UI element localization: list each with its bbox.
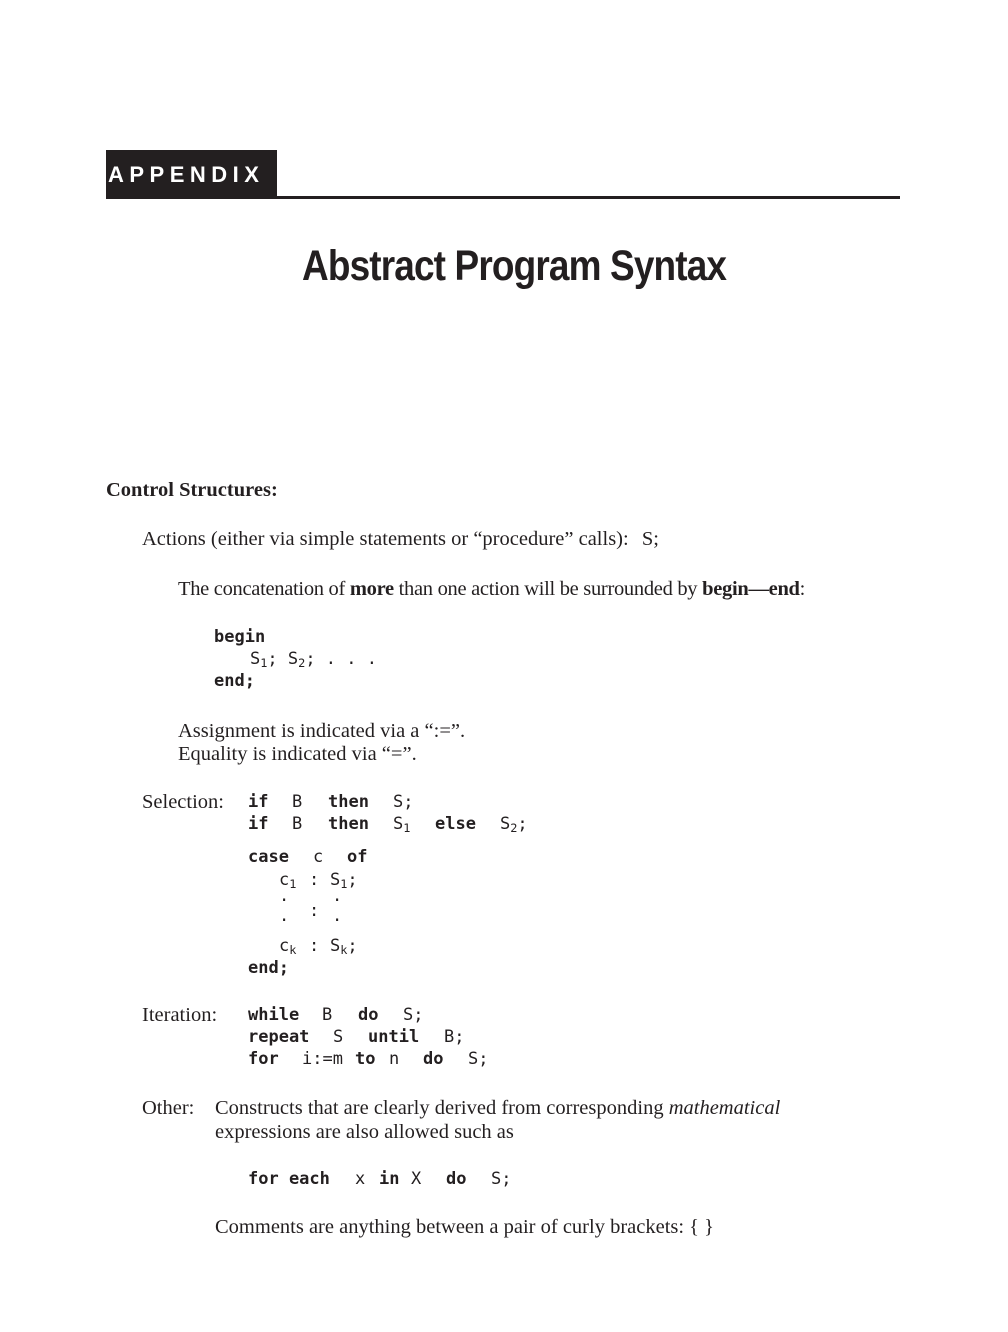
actions-code: S;	[641, 528, 659, 550]
foreach-do: do	[446, 1169, 467, 1189]
case-colon-mid: :	[309, 901, 320, 921]
case-dot-a1: .	[279, 886, 290, 906]
other-line-1	[215, 1096, 780, 1120]
foreach-stmt: S;	[491, 1169, 512, 1189]
while-stmt: S;	[403, 1005, 424, 1025]
case-colon-1: :	[309, 870, 320, 890]
for-stmt: S;	[468, 1049, 489, 1069]
concat-more: more	[349, 578, 394, 600]
case-colon-k: :	[309, 936, 320, 956]
block-sub1: 1	[260, 656, 268, 670]
case-c1-sub: 1	[289, 877, 297, 891]
if2-then: then	[328, 814, 369, 834]
actions-line	[142, 527, 659, 551]
case-dot-a2: .	[279, 906, 290, 926]
block-end: end;	[214, 671, 255, 691]
if2-s1: S	[393, 814, 404, 834]
case-of: of	[347, 847, 368, 867]
other-line-2: expressions are also allowed such as	[215, 1121, 514, 1143]
block-tail: ; . . .	[305, 649, 377, 669]
if2-stmt1	[393, 813, 410, 835]
appendix-label: APPENDIX B	[106, 150, 277, 199]
case-ck: c	[279, 936, 290, 956]
repeat-stmt: S	[333, 1027, 344, 1047]
case-ck-sub: k	[289, 943, 297, 957]
selection-label: Selection:	[142, 791, 224, 813]
if2-cond: B	[292, 814, 303, 834]
other-line-1-emph: mathematical	[668, 1097, 781, 1119]
repeat-kw: repeat	[248, 1027, 310, 1047]
case-kw: case	[248, 847, 289, 867]
case-s1-semi: ;	[347, 870, 358, 890]
if2-else: else	[435, 814, 476, 834]
case-dot-b2: .	[332, 906, 343, 926]
actions-text: Actions (either via simple statements or “procedure” calls):	[142, 528, 629, 550]
if2-semi: ;	[517, 814, 528, 834]
comments-text: Comments are anything between a pair of curly brackets: { }	[215, 1216, 714, 1238]
block-body	[250, 648, 377, 670]
header-rule	[277, 196, 900, 199]
while-kw: while	[248, 1005, 300, 1025]
case-s1: S	[330, 870, 341, 890]
until-kw: until	[368, 1027, 420, 1047]
while-cond: B	[322, 1005, 333, 1025]
case-label-k	[279, 935, 296, 957]
case-c1: c	[279, 870, 290, 890]
block-s1: S	[250, 649, 261, 669]
other-line-1-text: Constructs that are clearly derived from corresponding	[215, 1097, 664, 1119]
assignment-text: Assignment is indicated via a “:=”.	[178, 720, 466, 742]
if1-kw: if	[248, 792, 269, 812]
if2-s2: S	[500, 814, 511, 834]
section-heading: Control Structures:	[106, 479, 278, 501]
if2-kw: if	[248, 814, 269, 834]
for-limit: n	[389, 1049, 400, 1069]
foreach-in: in	[379, 1169, 400, 1189]
foreach-set: X	[411, 1169, 422, 1189]
foreach-kw: for each	[248, 1169, 330, 1189]
concat-line	[178, 577, 805, 601]
block-sep: ; S	[267, 649, 299, 669]
block-begin: begin	[214, 627, 266, 647]
for-do: do	[423, 1049, 444, 1069]
if2-stmt2	[500, 813, 528, 835]
foreach-var: x	[355, 1169, 366, 1189]
for-kw: for	[248, 1049, 279, 1069]
other-label: Other:	[142, 1097, 195, 1119]
if1-then: then	[328, 792, 369, 812]
concat-begin-end: begin—end	[702, 578, 800, 600]
while-do: do	[358, 1005, 379, 1025]
for-to: to	[355, 1049, 376, 1069]
case-var: c	[313, 847, 324, 867]
for-assign: i:=m	[302, 1049, 343, 1069]
case-dot-b1: .	[332, 886, 343, 906]
case-s1-sub: 1	[340, 877, 348, 891]
iteration-label: Iteration:	[142, 1004, 218, 1026]
if2-sub1: 1	[403, 821, 411, 835]
case-end: end;	[248, 958, 289, 978]
concat-colon: :	[799, 578, 806, 600]
case-stmt-k	[330, 935, 358, 957]
if2-sub2: 2	[510, 821, 518, 835]
concat-pre: The concatenation of	[178, 578, 346, 600]
page-title: Abstract Program Syntax	[302, 242, 727, 290]
case-sk: S	[330, 936, 341, 956]
until-cond: B;	[444, 1027, 465, 1047]
concat-mid: than one action will be surrounded by	[398, 578, 698, 600]
equality-text: Equality is indicated via “=”.	[178, 743, 417, 765]
block-sub2: 2	[298, 656, 306, 670]
if1-cond: B	[292, 792, 303, 812]
case-sk-semi: ;	[347, 936, 358, 956]
case-sk-sub: k	[340, 943, 348, 957]
if1-stmt: S;	[393, 792, 414, 812]
